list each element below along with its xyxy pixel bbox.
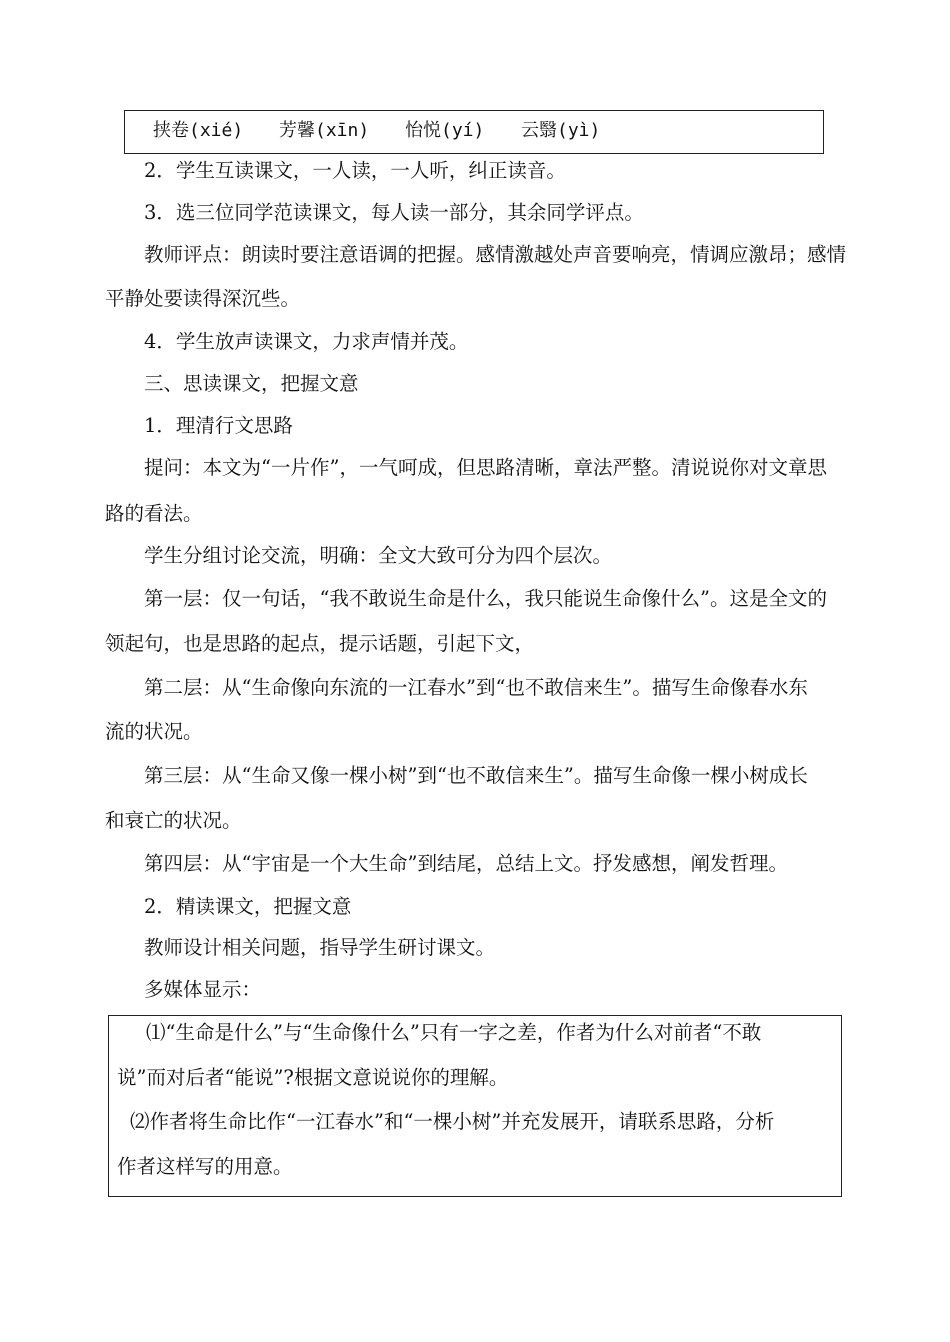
subsection-heading: 1．理清行文思路 (144, 414, 293, 437)
paragraph-line: 3．选三位同学范读课文，每人读一部分，其余同学评点。 (144, 201, 644, 224)
paragraph-line: 教师设计相关问题，指导学生研讨课文。 (144, 936, 496, 959)
section-heading: 三、思读课文，把握文意 (144, 372, 359, 395)
paragraph-line: 第三层：从“生命又像一棵小树”到“也不敢信来生”。描写生命像一棵小树成长 (144, 764, 808, 787)
pinyin-item: 挟卷(xié) (153, 120, 244, 141)
question-line: ⑵作者将生命比作“一江春水”和“一棵小树”并充发展开，请联系思路，分析 (130, 1110, 775, 1133)
paragraph-line: 和衰亡的状况。 (105, 809, 242, 832)
question-line: 作者这样写的用意。 (117, 1155, 293, 1178)
subsection-heading: 2．精读课文，把握文意 (144, 895, 352, 918)
pinyin-item: 芳馨(xīn) (279, 120, 370, 141)
paragraph-line: 多媒体显示： (144, 978, 262, 1001)
paragraph-line: 第一层：仅一句话，“我不敢说生命是什么，我只能说生命像什么”。这是全文的 (144, 587, 827, 610)
paragraph-line: 第四层：从“宇宙是一个大生命”到结尾，总结上文。抒发感想，阐发哲理。 (144, 852, 788, 875)
paragraph-line: 路的看法。 (105, 502, 203, 525)
paragraph-line: 领起句，也是思路的起点，提示话题，引起下文， (105, 632, 535, 655)
paragraph-line: 学生分组讨论交流，明确：全文大致可分为四个层次。 (144, 544, 613, 567)
paragraph-line: 流的状况。 (105, 720, 203, 743)
pinyin-item: 云翳(yì) (521, 120, 601, 141)
pinyin-item: 怡悦(yí) (405, 120, 485, 141)
paragraph-line: 提问：本文为“一片作”，一气呵成，但思路清晰，章法严整。清说说你对文章思 (144, 456, 827, 479)
paragraph-line: 第二层：从“生命像向东流的一江春水”到“也不敢信来生”。描写生命像春水东 (144, 676, 808, 699)
paragraph-line: 4．学生放声读课文，力求声情并茂。 (144, 330, 469, 353)
question-line: ⑴“生命是什么”与“生命像什么”只有一字之差，作者为什么对前者“不敢 (146, 1021, 762, 1044)
paragraph-line: 平静处要读得深沉些。 (105, 287, 301, 310)
paragraph-line: 教师评点：朗读时要注意语调的把握。感情激越处声音要响亮，情调应激昂；感情 (144, 243, 847, 266)
paragraph-line: 2．学生互读课文，一人读，一人听，纠正读音。 (144, 159, 566, 182)
question-line: 说”而对后者“能说”?根据文意说说你的理解。 (117, 1066, 509, 1089)
